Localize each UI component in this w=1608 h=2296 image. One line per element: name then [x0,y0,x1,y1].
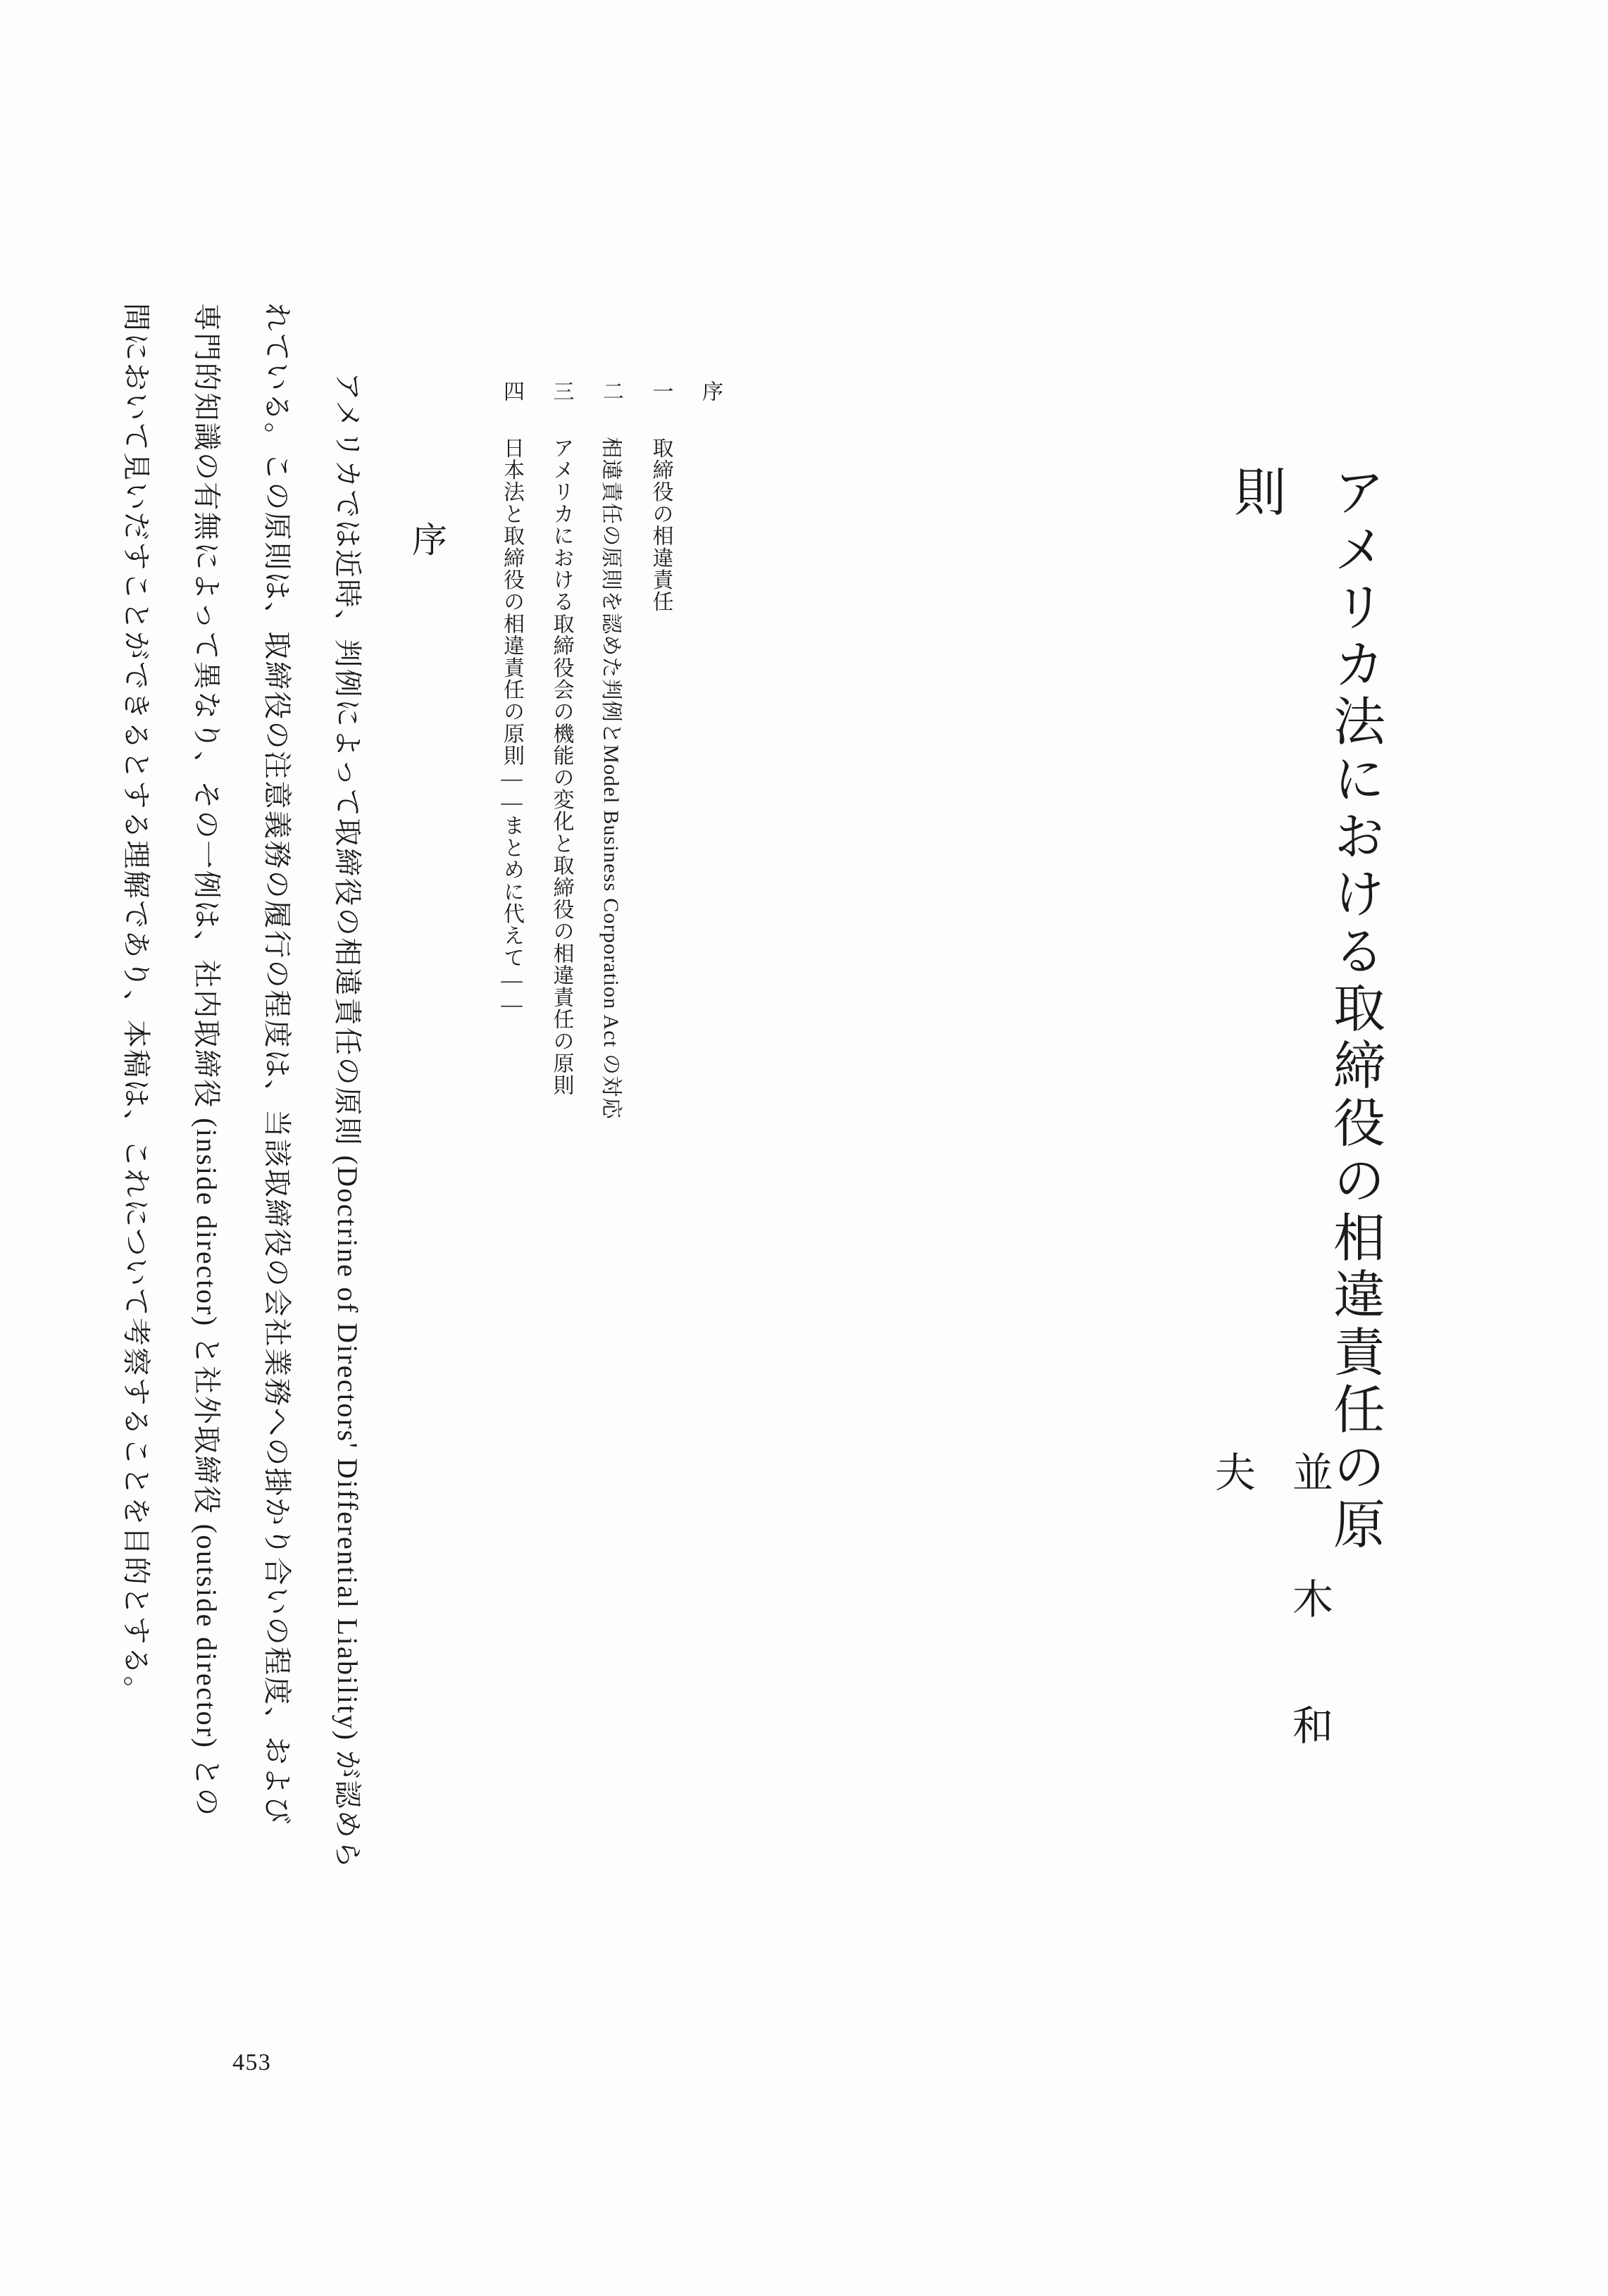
body-line: れている。この原則は、取締役の注意義務の履行の程度は、当該取締役の会社業務への掛かり合いの程度、および [261,303,293,1826]
toc-item [487,380,537,1366]
toc-item-number: 二 [599,380,623,403]
page-title: アメリカ法における取締役の相違責任の原則 [1226,465,1383,1554]
toc-item-label: アメリカにおける取締役会の機能の変化と取締役の相違責任の原則 [549,437,573,1097]
body-line: 間において見いだすことができるとする理解であり、本稿は、これについて考察することを目的とする。 [120,303,152,1706]
body-line: アメリカでは近時、判例によって取締役の相違責任の原則 (Doctrine of Directors' Differential Liability) が認めら [332,342,363,1870]
author-name: 並 木 和 夫 [1208,1451,1332,1831]
page-number: 453 [232,2049,272,2076]
toc-item [635,380,685,1366]
toc-item-label: 日本法と取締役の相違責任の原則——まとめに代えて—— [500,437,523,1017]
body-line: 専門的知識の有無によって異なり、その一例は、社内取締役 (inside director) と社外取締役 (outside director) との [191,303,223,1818]
toc-item-number: 四 [500,380,523,403]
toc-item-label: 序 [699,380,722,403]
toc-item [685,380,735,1366]
toc-item [586,380,636,1366]
toc-item [536,380,586,1366]
toc-item-number: 三 [549,380,573,403]
toc-item-label: 相違責任の原則を認めた判例とModel Business Corporation Act の対応 [599,437,623,1120]
toc-item-label: 取締役の相違責任 [649,437,673,613]
toc-item-number: 一 [649,380,673,403]
section-heading: 序 [407,521,447,561]
table-of-contents [487,380,735,1366]
